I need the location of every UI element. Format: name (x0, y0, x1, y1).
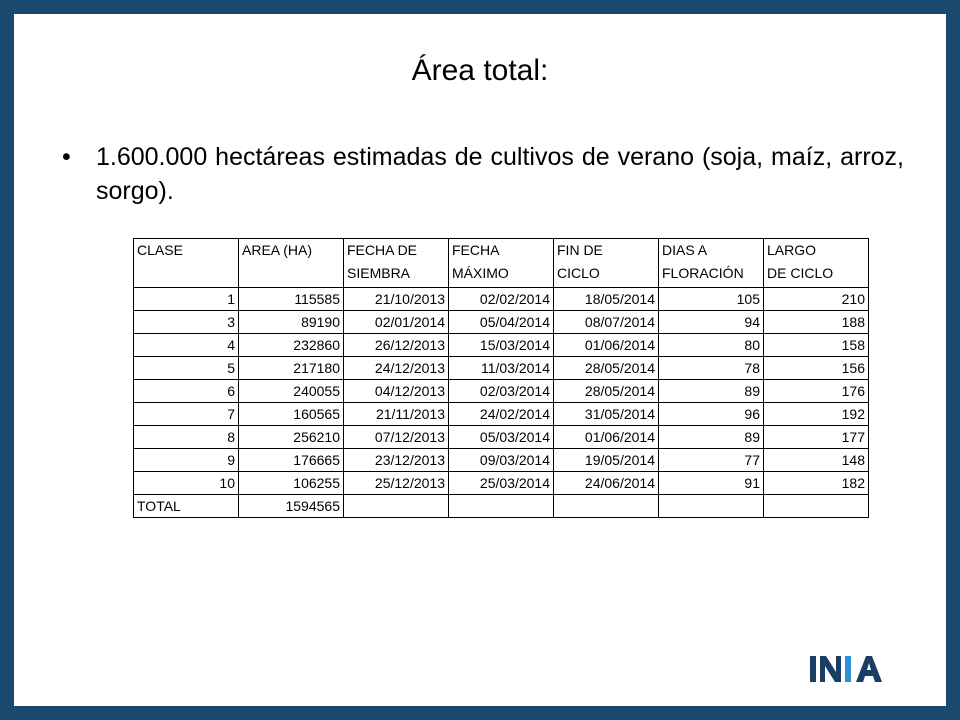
cell-largo-ciclo: 210 (764, 288, 869, 311)
total-empty-cell (659, 495, 764, 518)
cell-clase: 5 (134, 357, 239, 380)
cell-area: 240055 (239, 380, 344, 403)
table-row (134, 449, 869, 472)
cell-fecha-siembra: 07/12/2013 (344, 426, 449, 449)
table-total-row (134, 495, 869, 518)
table-row (134, 380, 869, 403)
header-fecha-maximo: FECHA MÁXIMO (449, 239, 554, 288)
bullet-text: 1.600.000 hectáreas estimadas de cultivos de verano (soja, maíz, arroz, sorgo). (96, 143, 904, 205)
cell-largo-ciclo: 177 (764, 426, 869, 449)
cell-clase: 7 (134, 403, 239, 426)
cell-largo-ciclo: 182 (764, 472, 869, 495)
cell-dias-floracion: 105 (659, 288, 764, 311)
crop-table (133, 238, 869, 518)
cell-fecha-maximo: 11/03/2014 (449, 357, 554, 380)
cell-clase: 1 (134, 288, 239, 311)
table-row (134, 311, 869, 334)
cell-fecha-maximo: 25/03/2014 (449, 472, 554, 495)
table-row (134, 426, 869, 449)
cell-fin-ciclo: 18/05/2014 (554, 288, 659, 311)
header-clase: CLASE (134, 239, 239, 288)
cell-fin-ciclo: 31/05/2014 (554, 403, 659, 426)
cell-fecha-siembra: 02/01/2014 (344, 311, 449, 334)
total-empty-cell (449, 495, 554, 518)
cell-dias-floracion: 94 (659, 311, 764, 334)
table-row (134, 334, 869, 357)
inia-logo (810, 650, 894, 684)
cell-largo-ciclo: 148 (764, 449, 869, 472)
logo-text: INIA (852, 683, 854, 684)
header-fecha-siembra: FECHA DE SIEMBRA (344, 239, 449, 288)
cell-dias-floracion: 77 (659, 449, 764, 472)
cell-dias-floracion: 96 (659, 403, 764, 426)
cell-largo-ciclo: 192 (764, 403, 869, 426)
total-empty-cell (764, 495, 869, 518)
cell-fecha-maximo: 09/03/2014 (449, 449, 554, 472)
cell-largo-ciclo: 176 (764, 380, 869, 403)
cell-fecha-maximo: 02/02/2014 (449, 288, 554, 311)
cell-fin-ciclo: 01/06/2014 (554, 334, 659, 357)
cell-dias-floracion: 91 (659, 472, 764, 495)
cell-area: 232860 (239, 334, 344, 357)
table-body (134, 288, 869, 495)
table-row (134, 288, 869, 311)
cell-largo-ciclo: 188 (764, 311, 869, 334)
cell-fin-ciclo: 01/06/2014 (554, 426, 659, 449)
cell-fecha-maximo: 02/03/2014 (449, 380, 554, 403)
cell-clase: 4 (134, 334, 239, 357)
cell-dias-floracion: 89 (659, 426, 764, 449)
cell-clase: 3 (134, 311, 239, 334)
header-area: AREA (HA) (239, 239, 344, 288)
slide (14, 14, 946, 706)
header-largo-ciclo: LARGO DE CICLO (764, 239, 869, 288)
table-header-row (134, 239, 869, 288)
cell-fin-ciclo: 19/05/2014 (554, 449, 659, 472)
table-row (134, 357, 869, 380)
header-fin-ciclo: FIN DE CICLO (554, 239, 659, 288)
total-value: 1594565 (239, 495, 344, 518)
cell-fecha-siembra: 21/10/2013 (344, 288, 449, 311)
cell-fecha-maximo: 05/04/2014 (449, 311, 554, 334)
cell-fecha-siembra: 26/12/2013 (344, 334, 449, 357)
cell-fecha-maximo: 05/03/2014 (449, 426, 554, 449)
cell-fecha-maximo: 24/02/2014 (449, 403, 554, 426)
table-row (134, 472, 869, 495)
cell-clase: 9 (134, 449, 239, 472)
cell-dias-floracion: 89 (659, 380, 764, 403)
total-empty-cell (554, 495, 659, 518)
total-label: TOTAL (134, 495, 239, 518)
cell-area: 176665 (239, 449, 344, 472)
total-empty-cell (344, 495, 449, 518)
bullet-dot: • (62, 143, 71, 171)
cell-area: 106255 (239, 472, 344, 495)
cell-fecha-siembra: 04/12/2013 (344, 380, 449, 403)
cell-fin-ciclo: 28/05/2014 (554, 380, 659, 403)
cell-fecha-siembra: 25/12/2013 (344, 472, 449, 495)
cell-largo-ciclo: 158 (764, 334, 869, 357)
cell-dias-floracion: 80 (659, 334, 764, 357)
cell-clase: 10 (134, 472, 239, 495)
cell-area: 115585 (239, 288, 344, 311)
cell-area: 217180 (239, 357, 344, 380)
cell-area: 89190 (239, 311, 344, 334)
cell-area: 256210 (239, 426, 344, 449)
cell-largo-ciclo: 156 (764, 357, 869, 380)
table-row (134, 403, 869, 426)
cell-fecha-siembra: 23/12/2013 (344, 449, 449, 472)
cell-fecha-siembra: 24/12/2013 (344, 357, 449, 380)
cell-clase: 6 (134, 380, 239, 403)
cell-clase: 8 (134, 426, 239, 449)
cell-fecha-siembra: 21/11/2013 (344, 403, 449, 426)
bullet-item (62, 140, 904, 208)
cell-fin-ciclo: 24/06/2014 (554, 472, 659, 495)
cell-fin-ciclo: 28/05/2014 (554, 357, 659, 380)
cell-area: 160565 (239, 403, 344, 426)
cell-fin-ciclo: 08/07/2014 (554, 311, 659, 334)
header-dias-floracion: DIAS A FLORACIÓN (659, 239, 764, 288)
cell-fecha-maximo: 15/03/2014 (449, 334, 554, 357)
cell-dias-floracion: 78 (659, 357, 764, 380)
slide-title: Área total: (411, 54, 549, 87)
